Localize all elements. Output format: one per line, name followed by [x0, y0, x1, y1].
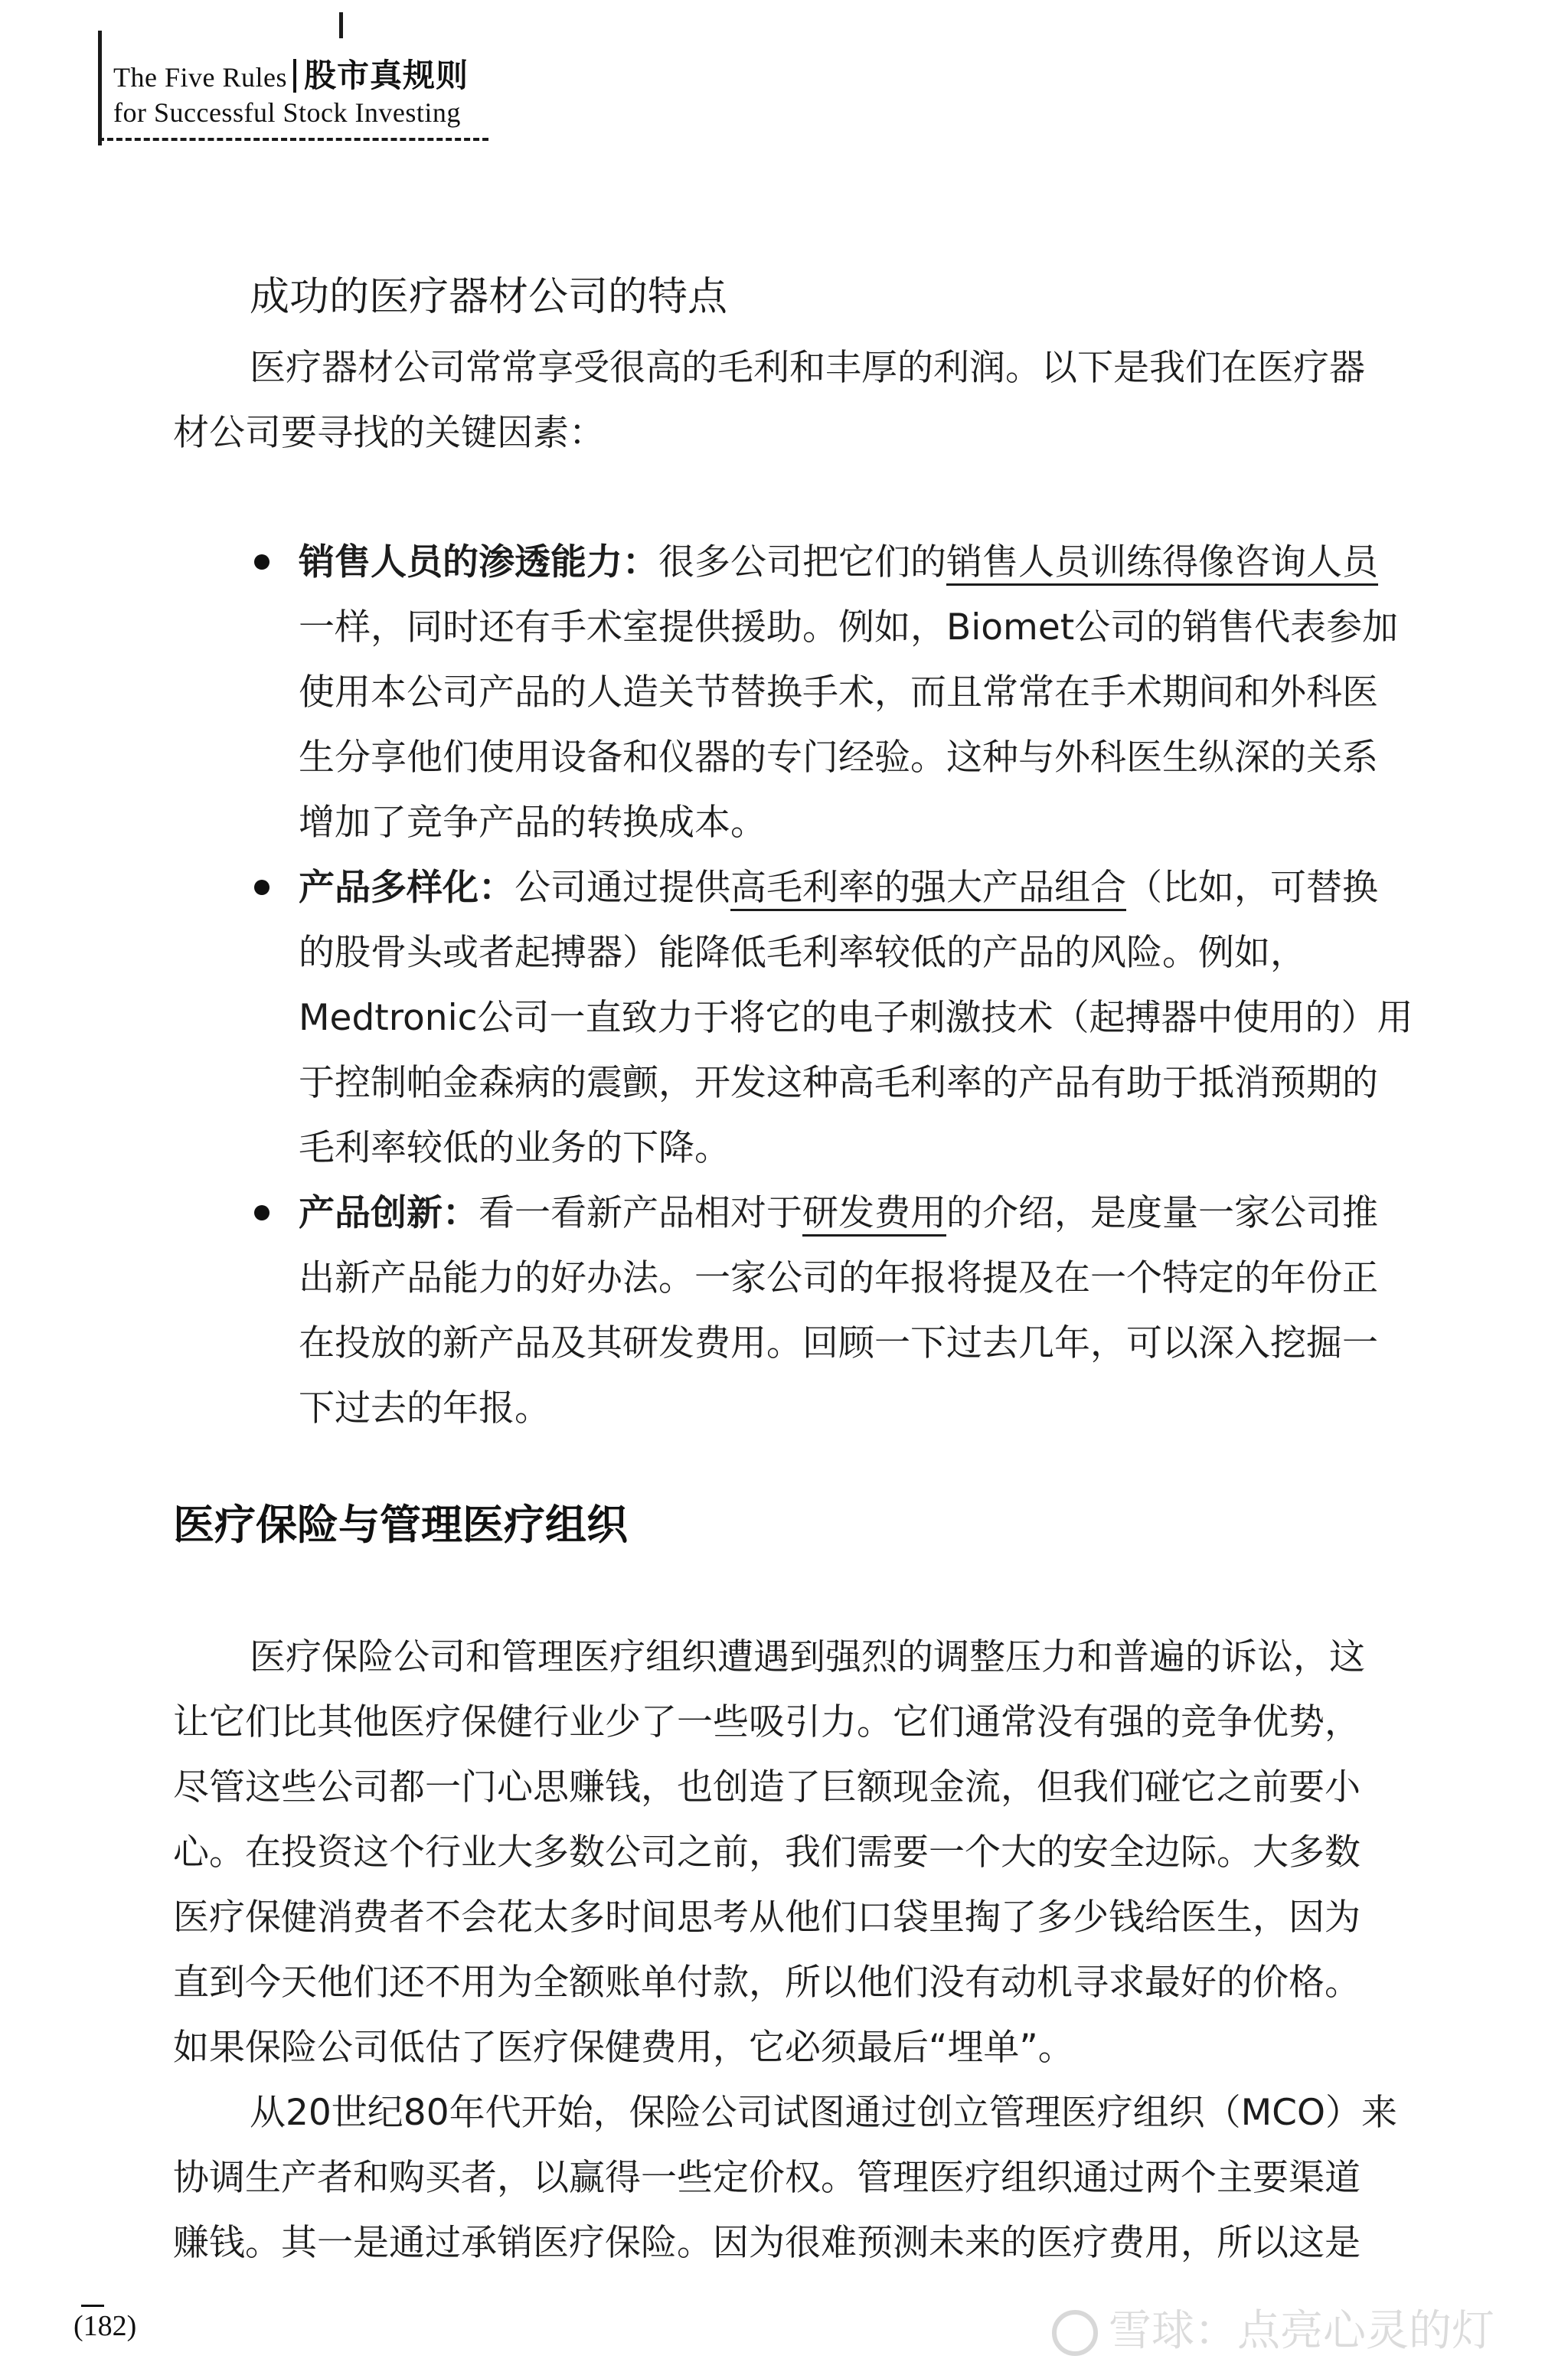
- paragraph-line: 如果保险公司低估了医疗保健费用，它必须最后“埋单”。: [173, 2027, 1074, 2069]
- bullet-text: 很多公司把它们的: [658, 541, 946, 583]
- intro-line-1: 医疗器材公司常常享受很高的毛利和丰厚的利润。以下是我们在医疗器: [250, 347, 1365, 389]
- paragraph-line: 从20世纪80年代开始，保险公司试图通过创立管理医疗组织（MCO）来: [250, 2092, 1397, 2134]
- bullet-2-line-4: 于控制帕金森病的震颤，开发这种高毛利率的产品有助于抵消预期的: [299, 1062, 1378, 1104]
- bullet-2-line-3: Medtronic公司一直致力于将它的电子刺激技术（起搏器中使用的）用: [299, 997, 1413, 1039]
- book-title-cn: 股市真规则: [303, 57, 469, 94]
- bullet-text: （比如，可替换: [1126, 867, 1378, 909]
- book-title-en-line1: The Five Rules: [113, 62, 287, 93]
- bullet-dot: [254, 880, 270, 895]
- paragraph-line: 直到今天他们还不用为全额账单付款，所以他们没有动机寻求最好的价格。: [173, 1962, 1361, 2004]
- header-rule-top: [339, 12, 343, 38]
- underlined-phrase: 销售人员训练得像咨询人员: [946, 541, 1378, 583]
- bullet-1-line-1: [299, 530, 1455, 595]
- paragraph-line: 协调生产者和购买者，以赢得一些定价权。管理医疗组织通过两个主要渠道: [173, 2157, 1361, 2199]
- bullet-2-line-1: [299, 855, 1455, 920]
- page-number-value: 182: [83, 2310, 127, 2342]
- paragraph-line: 让它们比其他医疗保健行业少了一些吸引力。它们通常没有强的竞争优势，: [173, 1701, 1361, 1743]
- header-dashed-rule: [98, 138, 488, 141]
- header-separator: [293, 59, 296, 93]
- watermark-text: 雪球：点亮心灵的灯: [1109, 2306, 1494, 2356]
- xueqiu-logo-icon: [1052, 2310, 1098, 2356]
- bullet-text: 的介绍，是度量一家公司推: [946, 1192, 1378, 1234]
- paragraph-line: 赚钱。其一是通过承销医疗保险。因为很难预测未来的医疗费用，所以这是: [173, 2222, 1361, 2264]
- page-number: (182): [74, 2310, 137, 2342]
- bullet-text: 看一看新产品相对于: [479, 1192, 802, 1234]
- watermark: [1052, 2297, 1494, 2358]
- bullet-dot: [254, 1205, 270, 1220]
- header-rule-left: [98, 31, 102, 145]
- underlined-phrase: 高毛利率的强大产品组合: [730, 867, 1126, 909]
- section-heading-insurance-mco: 医疗保险与管理医疗组织: [173, 1501, 628, 1549]
- bullet-2-line-5: 毛利率较低的业务的下降。: [299, 1127, 730, 1169]
- bullet-2-line-2: 的股骨头或者起搏器）能降低毛利率较低的产品的风险。例如，: [299, 932, 1306, 974]
- bullet-text: 公司通过提供: [514, 867, 730, 909]
- bullet-3-line-2: 出新产品能力的好办法。一家公司的年报将提及在一个特定的年份正: [299, 1257, 1378, 1299]
- bullet-1-line-4: 生分享他们使用设备和仪器的专门经验。这种与外科医生纵深的关系: [299, 737, 1378, 779]
- bullet-3-line-4: 下过去的年报。: [299, 1387, 550, 1429]
- underlined-phrase: 研发费用: [802, 1192, 946, 1234]
- bullet-term: 销售人员的渗透能力：: [299, 541, 658, 583]
- book-title-en-line2: for Successful Stock Investing: [113, 97, 461, 128]
- bullet-1-line-2: 一样，同时还有手术室提供援助。例如，Biomet公司的销售代表参加: [299, 606, 1399, 649]
- paragraph-line: 尽管这些公司都一门心思赚钱，也创造了巨额现金流，但我们碰它之前要小: [173, 1766, 1361, 1808]
- paragraph-line: 医疗保险公司和管理医疗组织遭遇到强烈的调整压力和普遍的诉讼，这: [250, 1636, 1365, 1678]
- bullet-1-line-5: 增加了竞争产品的转换成本。: [299, 802, 766, 844]
- bullet-term: 产品多样化：: [299, 867, 514, 909]
- intro-line-2: 材公司要寻找的关键因素：: [173, 412, 605, 454]
- bullet-dot: [254, 554, 270, 570]
- bullet-term: 产品创新：: [299, 1192, 479, 1234]
- paragraph-line: 心。在投资这个行业大多数公司之前，我们需要一个大的安全边际。大多数: [173, 1831, 1361, 1874]
- running-header: [113, 58, 469, 130]
- bullet-3-line-3: 在投放的新产品及其研发费用。回顾一下过去几年，可以深入挖掘一: [299, 1322, 1378, 1364]
- page-number-bar: [81, 2305, 104, 2307]
- bullet-3-line-1: [299, 1181, 1455, 1246]
- section-heading-device-traits: 成功的医疗器材公司的特点: [250, 274, 728, 320]
- paragraph-line: 医疗保健消费者不会花太多时间思考从他们口袋里掏了多少钱给医生，因为: [173, 1897, 1361, 1939]
- bullet-1-line-3: 使用本公司产品的人造关节替换手术，而且常常在手术期间和外科医: [299, 671, 1378, 714]
